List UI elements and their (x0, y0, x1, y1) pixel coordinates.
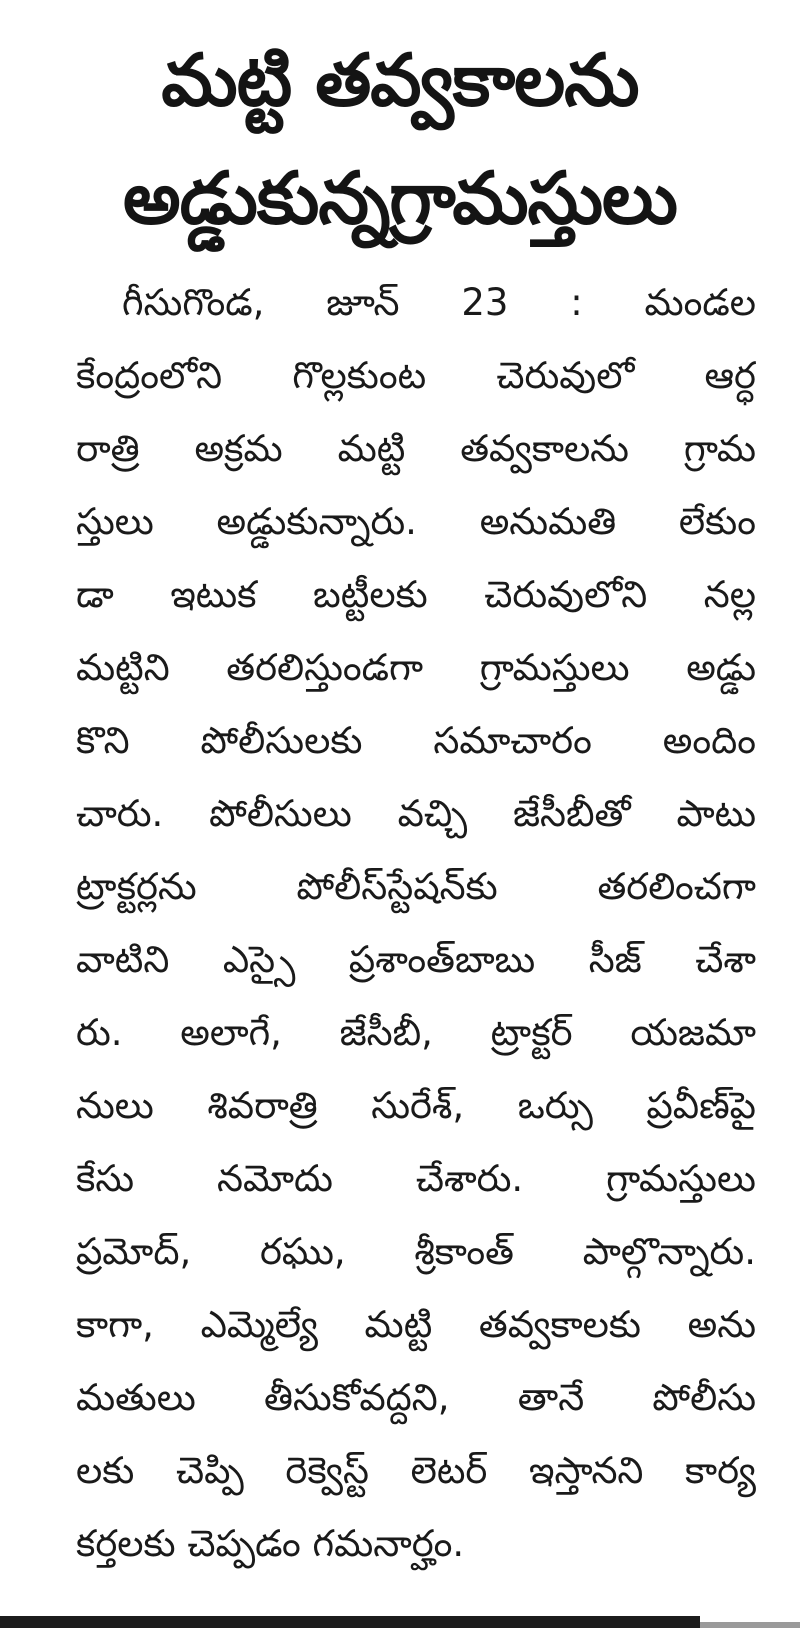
article-line: చారు. పోలీసులు వచ్చి జేసీబీతో పాటు (76, 792, 756, 835)
article-line: మట్టిని తరలిస్తుండగా గ్రామస్తులు అడ్డు (76, 646, 756, 689)
article-line: కర్తలకు చెప్పడం గమనార్హం. (76, 1522, 465, 1565)
article-line: రు. అలాగే, జేసీబీ, ట్రాక్టర్ యజమా (76, 1011, 756, 1054)
headline-line-2: అడ్డుకున్నగ్రామస్తులు (123, 156, 677, 240)
article-line: డా ఇటుక బట్టీలకు చెరువులోని నల్ల (76, 573, 756, 616)
article-line: కేంద్రంలోని గొల్లకుంట చెరువులో ఆర్ధ (76, 354, 756, 397)
article-line: మతులు తీసుకోవద్దని, తానే పోలీసు (76, 1376, 756, 1419)
article-line: కొని పోలీసులకు సమాచారం అందిం (76, 719, 756, 762)
article-line: వాటిని ఎస్సై ప్రశాంత్‌బాబు సీజ్ చేశా (76, 938, 756, 981)
article-line: నులు శివరాత్రి సురేశ్, ఒర్సు ప్రవీణ్‌పై (76, 1084, 756, 1127)
article-body (76, 266, 756, 1580)
article-line: స్తులు అడ్డుకున్నారు. అనుమతి లేకుం (76, 500, 756, 543)
article-line: కేసు నమోదు చేశారు. గ్రామస్తులు (76, 1157, 756, 1200)
article-line: కాగా, ఎమ్మెల్యే మట్టి తవ్వకాలకు అను (76, 1303, 756, 1346)
article-line: రాత్రి అక్రమ మట్టి తవ్వకాలను గ్రామ (76, 427, 756, 470)
article-line: గీసుగొండ, జూన్ 23 : మండల (122, 281, 756, 324)
article-line: ప్రమోద్, రఘు, శ్రీకాంత్ పాల్గొన్నారు. (76, 1230, 756, 1273)
bottom-divider-edge (700, 1622, 800, 1628)
bottom-divider (0, 1616, 700, 1628)
article-line: ట్రాక్టర్లను పోలీస్‌స్టేషన్‌కు తరలించగా (76, 865, 756, 908)
headline-line-1: మట్టి తవ్వకాలను (161, 38, 639, 122)
article-line: లకు చెప్పి రెక్వెస్ట్ లెటర్ ఇస్తానని కార్య (76, 1449, 756, 1492)
